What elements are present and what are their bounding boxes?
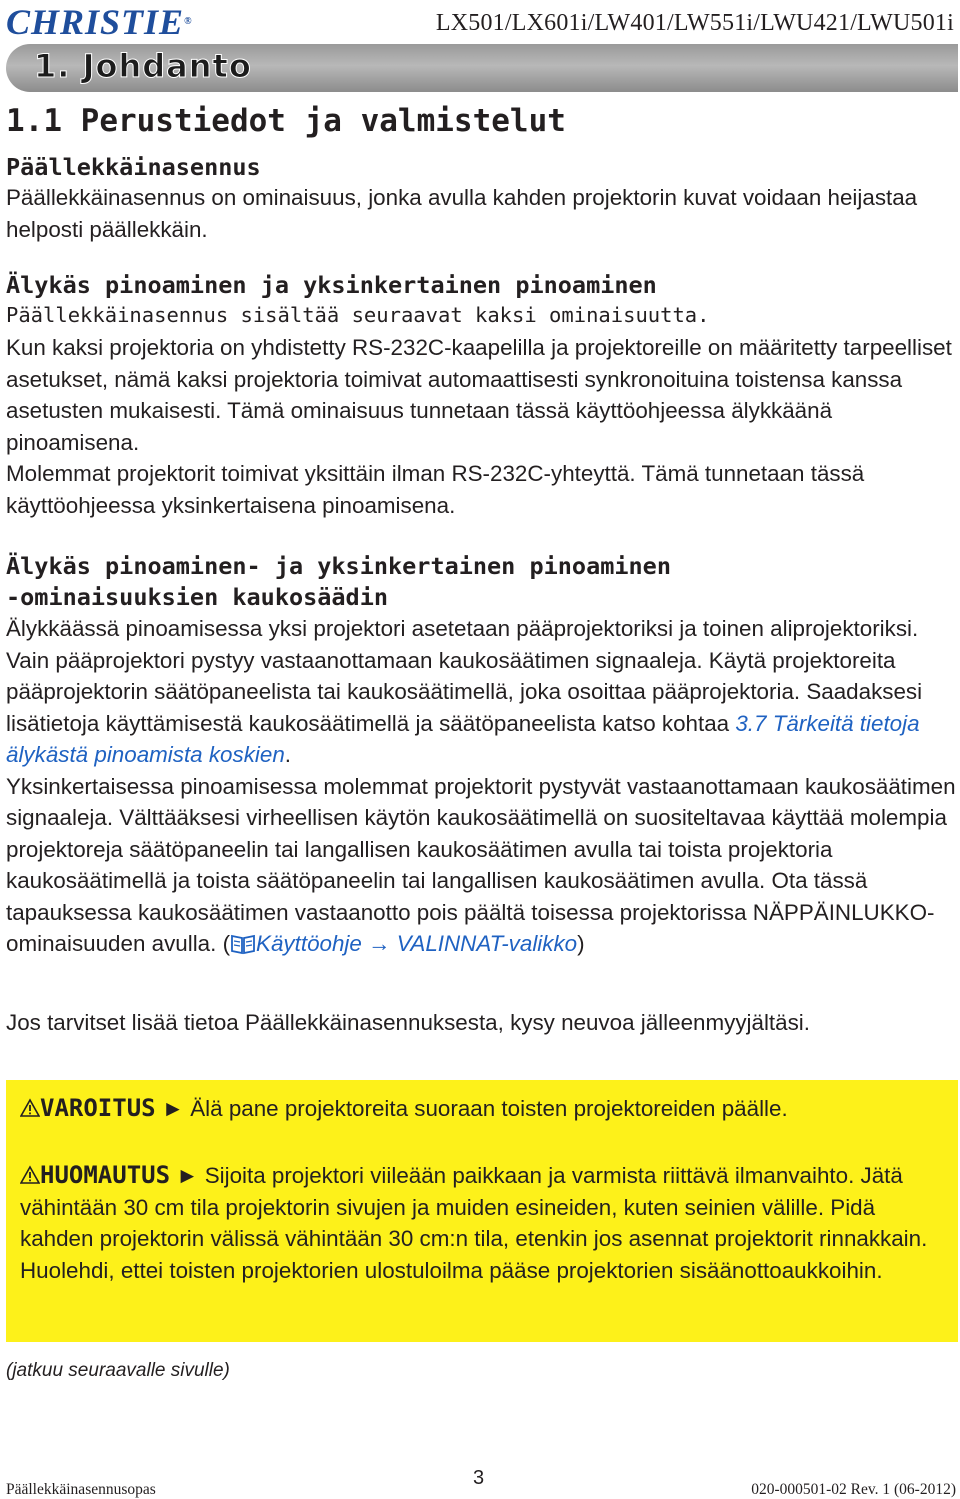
remote-description (6, 613, 958, 960)
warning-text: Älä pane projektoreita suoraan toisten projektoreiden päälle. (190, 1096, 788, 1121)
caution-label: HUOMAUTUS (40, 1161, 171, 1189)
continued-note: (jatkuu seuraavalle sivulle) (6, 1360, 230, 1381)
heading-smart-simple: Älykäs pinoaminen ja yksinkertainen pinoaminen (6, 271, 657, 299)
heading-stacking: Päällekkäinasennus (6, 153, 261, 181)
caution-text: Sijoita projektori viileään paikkaan ja varmista riittävä ilmanvaihto. Jätä vähintään 30 cm tila projektorin sivujen ja muiden esineiden, kuten seinien välille. Pidä kahden projektorin välissä vähintään 30 cm:n tila, etenkin jos asennat projektorit rinnakkain. Huolehdi, ettei toisten projektorien ulostuloilma pääse projektorien sisäänottoaukkoihin. (20, 1163, 928, 1283)
book-icon (230, 933, 256, 955)
page-number: 3 (473, 1467, 485, 1489)
brand-logo: CHRISTIE® (6, 2, 193, 42)
stacking-description: Päällekkäinasennus on ominaisuus, jonka avulla kahden projektorin kuvat voidaan heijastaa helposti päällekkäin. (6, 185, 918, 242)
warning-triangle-icon (20, 1098, 40, 1118)
heading-remote-2: -ominaisuuksien kaukosäädin (6, 583, 389, 611)
remote-text-d: ) (577, 931, 585, 956)
section-title: 1.1 Perustiedot ja valmistelut (6, 103, 566, 139)
smart-stacking-description: Kun kaksi projektoria on yhdistetty RS-232C-kaapelilla ja projektoreille on määritetty tarpeelliset asetukset, nämä kaksi projektoria toimivat automaattisesti synkronoituina toistensa kanssa asetusten mukaisesti. Tämä ominaisuus tunnetaan tässä käyttöohjeessa älykkäänä pinoamisena. (6, 335, 952, 455)
simple-stacking-description: Molemmat projektorit toimivat yksittäin ilman RS-232C-yhteyttä. Tämä tunnetaan tässä käyttöohjeessa yksinkertaisena pinoamisena. (6, 461, 865, 518)
user-manual-link[interactable]: Käyttöohje → VALINNAT-valikko (256, 931, 578, 956)
caution-arrow: ► (176, 1163, 199, 1188)
features-intro: Päällekkäinasennus sisältää seuraavat kaksi ominaisuutta. (6, 303, 710, 327)
smart-stacking-link[interactable]: 3.7 Tärkeitä tietoja älykästä pinoamista koskien (6, 710, 920, 767)
footer-title: Päällekkäinasennusopas (6, 1481, 156, 1498)
footer-revision: 020-000501-02 Rev. 1 (06-2012) (751, 1481, 956, 1498)
chapter-title: 1. Johdanto (34, 47, 252, 85)
remote-text-a: Älykkäässä pinoamisessa yksi projektori asetetaan pääprojektoriksi ja toinen aliprojektoriksi. Vain pääprojektori pystyy vastaanottamaan kaukosäätimen signaaleja. Käytä projektoreita pääprojektorin säätöpaneelista tai kaukosäätimellä, joka osoittaa pääprojektoria. Saadaksesi lisätietoja käyttämisestä kaukosäätimellä ja säätöpaneelista katso kohtaa (6, 616, 923, 736)
heading-remote-1: Älykäs pinoaminen- ja yksinkertainen pinoaminen (6, 552, 671, 580)
caution-note (20, 1160, 945, 1286)
warning-arrow: ► (161, 1096, 184, 1121)
warning-label: VAROITUS (40, 1094, 156, 1122)
warning-note (20, 1093, 945, 1125)
model-list: LX501/LX601i/LW401/LW551i/LWU421/LWU501i (435, 10, 954, 36)
further-info: Jos tarvitset lisää tietoa Päällekkäinasennuksesta, kysy neuvoa jälleenmyyjältäsi. (6, 1010, 810, 1035)
remote-text-c: Yksinkertaisessa pinoamisessa molemmat projektorit pystyvät vastaanottamaan kaukosäätimen signaaleja. Välttääksesi virheellisen käytön kaukosäätimellä on suositeltavaa käyttää molempia projektoreja säätöpaneelin tai langallisen kaukosäätimen avulla tai toista projektoria kaukosäätimellä ja toista säätöpaneelin tai langallisen kaukosäätimen avulla. Ota tässä tapauksessa kaukosäätimen vastaanotto pois päältä toisessa projektorissa NÄPPÄINLUKKO-ominaisuuden avulla. ( (6, 773, 956, 956)
caution-triangle-icon (20, 1165, 40, 1185)
remote-text-b: . (284, 742, 292, 767)
